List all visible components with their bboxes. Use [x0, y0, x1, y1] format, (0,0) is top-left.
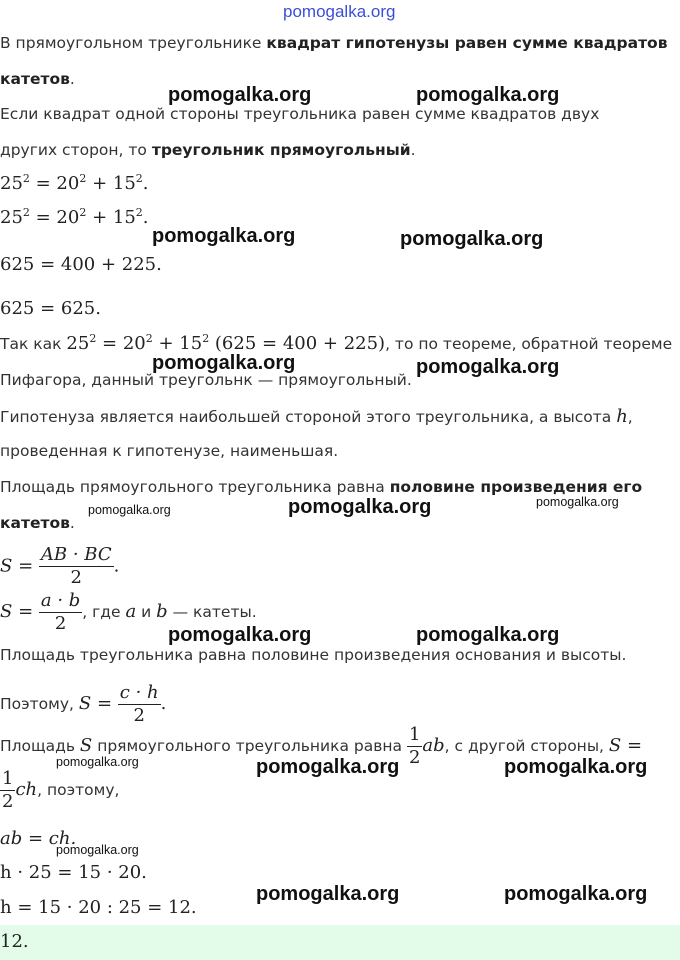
comparison-text: , поэтому,	[37, 781, 120, 799]
hypotenuse-note-cont: проведенная к гипотенузе, наименьшая.	[0, 442, 339, 460]
var-s: S	[608, 735, 622, 756]
theorem-statement-cont	[0, 70, 75, 88]
fraction-denominator: 2	[133, 705, 145, 726]
formula-text: , где	[82, 603, 126, 621]
eq-exp: 2	[202, 332, 210, 345]
fraction	[39, 544, 114, 589]
watermark: pomogalka.org	[256, 756, 400, 778]
eq-exp: 2	[89, 332, 97, 345]
fraction-denominator: 2	[408, 747, 421, 768]
area-comparison-cont	[0, 768, 119, 813]
period: .	[69, 514, 75, 532]
conclusion-text: Так как	[0, 335, 67, 353]
var-a: a	[125, 601, 137, 622]
fraction-denominator: 2	[70, 567, 82, 588]
watermark: pomogalka.org	[168, 624, 312, 646]
equation-values: 625 = 400 + 225.	[0, 254, 162, 275]
comparison-text: Площадь	[0, 737, 80, 755]
area-base-height: Площадь треугольника равна половине произведения основания и высоты.	[0, 646, 627, 664]
theorem-statement	[0, 34, 668, 52]
theorem-bold-cont: катетов	[0, 70, 70, 88]
watermark: pomogalka.org	[536, 495, 619, 509]
conclusion-text-end: , то по теореме, обратной теореме	[385, 335, 673, 353]
converse-statement-cont	[0, 141, 416, 159]
fraction-denominator: 2	[2, 791, 14, 812]
formula-text: и	[136, 603, 157, 621]
fraction	[118, 682, 161, 727]
var-h: h	[616, 406, 628, 427]
eq-term: 25	[0, 207, 23, 228]
watermark: pomogalka.org	[400, 228, 544, 250]
watermark: pomogalka.org	[152, 225, 296, 247]
equation-h-product: h · 25 = 15 · 20.	[0, 862, 147, 883]
watermark: pomogalka.org	[152, 352, 296, 374]
eq-sign: =	[12, 555, 39, 577]
eq-sign: =	[12, 601, 39, 622]
comparison-text: , с другой стороны,	[444, 737, 609, 755]
area-rule	[0, 478, 642, 496]
equation-result: 625 = 625.	[0, 298, 101, 319]
equation-ab-ch: ab = ch.	[0, 828, 77, 849]
watermark: pomogalka.org	[256, 883, 400, 905]
fraction-numerator: 1	[408, 724, 421, 745]
watermark: pomogalka.org	[56, 843, 139, 857]
fraction	[0, 768, 15, 813]
conclusion-line-cont: Пифагора, данный треугольнк — прямоугольный.	[0, 371, 412, 389]
eq-end: .	[113, 555, 120, 577]
conclusion-line	[0, 333, 672, 354]
var-s: S	[0, 601, 13, 622]
eq-exp: 2	[22, 172, 30, 185]
period: .	[69, 70, 75, 88]
hypotenuse-note	[0, 406, 633, 427]
comparison-text: прямоугольного треугольника равна	[92, 737, 407, 755]
area-formula-ch	[0, 682, 166, 727]
eq-end: .	[160, 693, 167, 714]
watermark: pomogalka.org	[56, 755, 139, 769]
comma: ,	[627, 408, 633, 426]
fraction-numerator: 1	[2, 768, 14, 789]
converse-text: других сторон, то	[0, 141, 152, 159]
eq-sign: =	[621, 735, 643, 756]
eq-end: .	[142, 207, 149, 228]
watermark: pomogalka.org	[504, 883, 648, 905]
eq-paren: (625 = 400 + 225)	[209, 333, 386, 354]
fraction	[407, 724, 422, 769]
watermark: pomogalka.org	[416, 624, 560, 646]
watermark: pomogalka.org	[504, 756, 648, 778]
fraction-numerator: AB · BC	[40, 544, 112, 565]
eq-term: + 15	[86, 173, 136, 194]
watermark: pomogalka.org	[416, 84, 560, 106]
eq-exp: 2	[79, 206, 87, 219]
theorem-bold: квадрат гипотенузы равен сумме квадратов	[266, 34, 668, 52]
eq-term: + 15	[152, 333, 203, 354]
answer-box	[0, 925, 680, 960]
watermark: pomogalka.org	[288, 496, 432, 518]
var-s: S	[79, 735, 93, 756]
formula-text: — катеты.	[167, 603, 257, 621]
var-ch: ch	[15, 779, 38, 800]
eq-term: 25	[0, 173, 23, 194]
eq-sign: =	[91, 693, 118, 714]
eq-term: = 20	[29, 173, 80, 194]
fraction-numerator: c · h	[119, 682, 159, 703]
equation-squares-1	[0, 173, 149, 194]
eq-term: 25	[66, 333, 90, 354]
equation-h-result: h = 15 · 20 : 25 = 12.	[0, 897, 197, 918]
eq-exp: 2	[145, 332, 153, 345]
fraction	[39, 590, 82, 635]
eq-term: = 20	[29, 207, 80, 228]
eq-exp: 2	[79, 172, 87, 185]
fraction-numerator: a · b	[40, 590, 81, 611]
note-text: Гипотенуза является наибольшей стороной этого треугольника, а высота	[0, 408, 617, 426]
fraction-denominator: 2	[54, 613, 67, 634]
eq-exp: 2	[135, 206, 143, 219]
area-rule-text: Площадь прямоугольного треугольника равна	[0, 478, 390, 496]
eq-end: .	[142, 173, 149, 194]
area-rule-bold: половине произведения его	[389, 478, 643, 496]
formula-text: Поэтому,	[0, 695, 79, 713]
var-s: S	[78, 693, 92, 714]
area-formula-ab-bc	[0, 544, 119, 589]
eq-exp: 2	[22, 206, 30, 219]
converse-bold: треугольник прямоугольный	[151, 141, 411, 159]
watermark: pomogalka.org	[416, 356, 560, 378]
conclusion-math	[66, 333, 385, 354]
theorem-text: В прямоугольном треугольнике	[0, 34, 267, 52]
watermark: pomogalka.org	[168, 84, 312, 106]
var-s: S	[0, 555, 13, 577]
equation-squares-2	[0, 207, 149, 228]
eq-term: + 15	[86, 207, 136, 228]
converse-statement: Если квадрат одной стороны треугольника равен сумме квадратов двух	[0, 105, 600, 123]
eq-exp: 2	[135, 172, 143, 185]
answer-value: 12.	[0, 931, 29, 952]
site-link[interactable]: pomogalka.org	[283, 2, 396, 21]
var-b: b	[156, 601, 168, 622]
watermark: pomogalka.org	[88, 503, 171, 517]
period: .	[410, 141, 416, 159]
area-rule-cont	[0, 514, 75, 532]
area-rule-bold-cont: катетов	[0, 514, 70, 532]
var-ab: ab	[422, 735, 445, 756]
eq-term: = 20	[96, 333, 146, 354]
